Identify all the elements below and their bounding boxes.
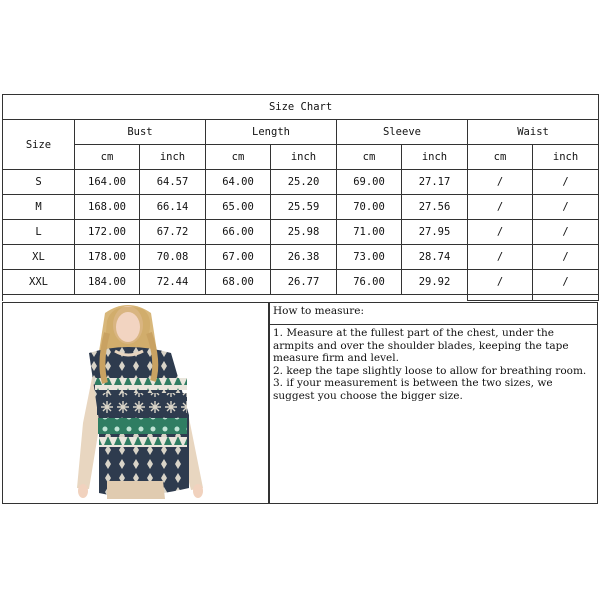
value-cell: 64.00	[206, 170, 271, 195]
value-cell: 25.20	[271, 170, 337, 195]
size-cell: M	[3, 195, 75, 220]
measure-step: 1. Measure at the fullest part of the chest, under the armpits and over the shoulder blades, keeping the tape measure firm and level.	[273, 327, 569, 365]
size-cell: XL	[3, 245, 75, 270]
value-cell: 68.00	[206, 270, 271, 295]
value-cell: 66.14	[140, 195, 206, 220]
value-cell: 72.44	[140, 270, 206, 295]
value-cell: 26.77	[271, 270, 337, 295]
value-cell: 71.00	[337, 220, 402, 245]
table-row	[3, 220, 599, 245]
size-chart-table	[2, 94, 599, 301]
size-cell: XXL	[3, 270, 75, 295]
value-cell: 67.00	[206, 245, 271, 270]
value-cell: 67.72	[140, 220, 206, 245]
value-cell: 27.56	[402, 195, 468, 220]
value-cell: /	[533, 270, 599, 295]
value-cell: 27.17	[402, 170, 468, 195]
gap-cell	[468, 295, 533, 301]
value-cell: 172.00	[75, 220, 140, 245]
value-cell: 73.00	[337, 245, 402, 270]
value-cell: 76.00	[337, 270, 402, 295]
gap-row	[3, 295, 599, 301]
value-cell: /	[468, 170, 533, 195]
product-photo	[2, 302, 269, 504]
value-cell: 25.98	[271, 220, 337, 245]
value-cell: /	[468, 220, 533, 245]
size-cell: L	[3, 220, 75, 245]
bust-header: Bust	[75, 120, 206, 145]
length-header: Length	[206, 120, 337, 145]
size-cell: S	[3, 170, 75, 195]
value-cell: 25.59	[271, 195, 337, 220]
gap-cell	[3, 295, 468, 301]
table-row	[3, 170, 599, 195]
size-column-header: Size	[3, 120, 75, 170]
value-cell: 27.95	[402, 220, 468, 245]
unit-header: cm	[468, 145, 533, 170]
value-cell: 178.00	[75, 245, 140, 270]
value-cell: 70.00	[337, 195, 402, 220]
value-cell: /	[533, 245, 599, 270]
value-cell: 28.74	[402, 245, 468, 270]
measure-step: 3. if your measurement is between the two sizes, we suggest you choose the bigger size.	[273, 377, 553, 402]
measure-steps	[270, 325, 597, 405]
gap-cell	[533, 295, 599, 301]
unit-header: inch	[271, 145, 337, 170]
sleeve-header: Sleeve	[337, 120, 468, 145]
value-cell: /	[533, 195, 599, 220]
unit-header: inch	[533, 145, 599, 170]
unit-header: cm	[337, 145, 402, 170]
value-cell: /	[468, 195, 533, 220]
unit-header: cm	[75, 145, 140, 170]
value-cell: 26.38	[271, 245, 337, 270]
waist-header: Waist	[468, 120, 599, 145]
unit-row	[3, 145, 599, 170]
unit-header: inch	[140, 145, 206, 170]
unit-header: cm	[206, 145, 271, 170]
value-cell: /	[533, 170, 599, 195]
measure-heading: How to measure:	[270, 303, 597, 325]
measure-step: 2. keep the tape slightly loose to allow for breathing room.	[273, 364, 587, 377]
value-cell: 69.00	[337, 170, 402, 195]
value-cell: 29.92	[402, 270, 468, 295]
value-cell: /	[468, 245, 533, 270]
table-row	[3, 270, 599, 295]
value-cell: 184.00	[75, 270, 140, 295]
value-cell: 164.00	[75, 170, 140, 195]
value-cell: 64.57	[140, 170, 206, 195]
size-chart-title: Size Chart	[3, 95, 599, 120]
value-cell: 65.00	[206, 195, 271, 220]
value-cell: /	[468, 270, 533, 295]
value-cell: 70.08	[140, 245, 206, 270]
table-row	[3, 195, 599, 220]
table-row	[3, 245, 599, 270]
value-cell: 66.00	[206, 220, 271, 245]
measure-instructions	[269, 302, 598, 504]
unit-header: inch	[402, 145, 468, 170]
sweater-model-illustration	[3, 303, 268, 503]
value-cell: /	[533, 220, 599, 245]
value-cell: 168.00	[75, 195, 140, 220]
